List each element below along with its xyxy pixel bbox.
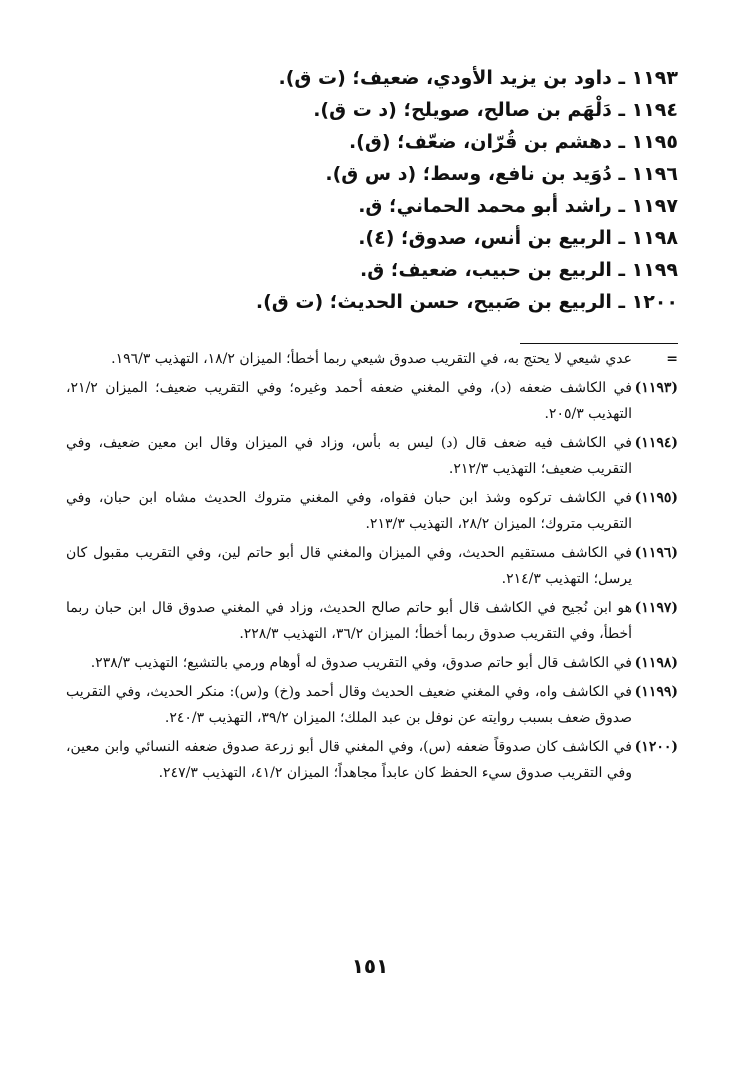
footnote-1193	[66, 375, 678, 427]
page-number: ١٥١	[351, 954, 389, 978]
entry-1199: ١١٩٩ ـ الربيع بن حبيب، ضعيف؛ ق.	[360, 259, 678, 281]
footnote-1199	[66, 679, 678, 731]
footnote-1196	[66, 540, 678, 592]
entry-1197: ١١٩٧ ـ راشد أبو محمد الحماني؛ ق.	[358, 195, 678, 217]
footnote-number: (١١٩٩)	[634, 684, 678, 700]
footnote-text: هو ابن نُجيح في الكاشف قال أبو حاتم صالح الحديث، وزاد في المغني صدوق قال ابن حبان ربما أخطأ، وفي التقريب صدوق ربما أخطأ؛ الميزان ٣٦/٢، التهذيب ٢٢٨/٣.	[66, 600, 632, 642]
footnote-marker: =	[666, 351, 678, 367]
footnote-1198	[66, 650, 678, 676]
footnote-text: في الكاشف فيه ضعف قال (د) ليس به بأس، وزاد في الميزان وقال ابن معين ضعيف، وفي التقريب ضعيف؛ التهذيب ٢١٢/٣.	[66, 435, 632, 477]
footnote-1200	[66, 734, 678, 786]
entry-1198: ١١٩٨ ـ الربيع بن أنس، صدوق؛ (٤).	[358, 227, 678, 249]
footnote-text: في الكاشف كان صدوقاً ضعفه (س)، وفي المغني قال أبو زرعة صدوق ضعفه النسائي وابن معين، وفي التقريب صدوق سيء الحفظ كان عابداً مجاهداً؛ الميزان ٤١/٢، التهذيب ٢٤٧/٣.	[66, 739, 632, 781]
entry-1195: ١١٩٥ ـ دهشم بن قُرّان، ضعّف؛ (ق).	[348, 131, 678, 153]
entry-1200: ١٢٠٠ ـ الربيع بن صَبيح، حسن الحديث؛ (ت ق).	[255, 291, 678, 313]
entry-1194: ١١٩٤ ـ دَلْهَم بن صالح، صويلح؛ (د ت ق).	[313, 99, 678, 121]
footnote-number: (١٢٠٠)	[634, 739, 678, 755]
footnote-1195	[66, 485, 678, 537]
footnote-divider	[520, 343, 678, 344]
entry-1196: ١١٩٦ ـ دُوَيد بن نافع، وسط؛ (د س ق).	[325, 163, 678, 185]
footnote-text: في الكاشف تركوه وشذ ابن حبان فقواه، وفي المغني متروك الحديث مشاه ابن حبان، وفي التقريب متروك؛ الميزان ٢٨/٢، التهذيب ٢١٣/٣.	[66, 490, 632, 532]
footnote-number: (١١٩٥)	[634, 490, 678, 506]
footnote-1194	[66, 430, 678, 482]
footnote-number: (١١٩٧)	[634, 600, 678, 616]
footnote-number: (١١٩٣)	[634, 380, 678, 396]
footnote-text: في الكاشف قال أبو حاتم صدوق، وفي التقريب صدوق له أوهام ورمي بالتشيع؛ التهذيب ٢٣٨/٣.	[90, 655, 632, 671]
footnote-number: (١١٩٨)	[634, 655, 678, 671]
footnote-text: في الكاشف واه، وفي المغني ضعيف الحديث وقال أحمد و(خ) و(س): منكر الحديث، وفي التقريب صدوق ضعف بسبب روايته عن نوفل بن عبد الملك؛ الميزان ٣٩/٢، التهذيب ٢٤٠/٣.	[66, 684, 632, 726]
footnote-text: في الكاشف مستقيم الحديث، وفي الميزان والمغني قال أبو حاتم لين، وفي التقريب مقبول كان يرسل؛ التهذيب ٢١٤/٣.	[66, 545, 632, 587]
footnote-text: عدي شيعي لا يحتج به، في التقريب صدوق شيعي ربما أخطأ؛ الميزان ١٨/٢، التهذيب ١٩٦/٣.	[111, 351, 632, 367]
footnotes	[66, 346, 678, 789]
footnote-number: (١١٩٤)	[634, 435, 678, 451]
footnote-number: (١١٩٦)	[634, 545, 678, 561]
footnote-1197	[66, 595, 678, 647]
footnote-text: في الكاشف ضعفه (د)، وفي المغني ضعفه أحمد وغيره؛ وفي التقريب ضعيف؛ الميزان ٢١/٢، التهذيب ٢٠٥/٣.	[66, 380, 632, 422]
footnote-continued	[66, 346, 678, 372]
entries-list	[78, 62, 678, 318]
entry-1193: ١١٩٣ ـ داود بن يزيد الأودي، ضعيف؛ (ت ق).	[278, 67, 678, 89]
